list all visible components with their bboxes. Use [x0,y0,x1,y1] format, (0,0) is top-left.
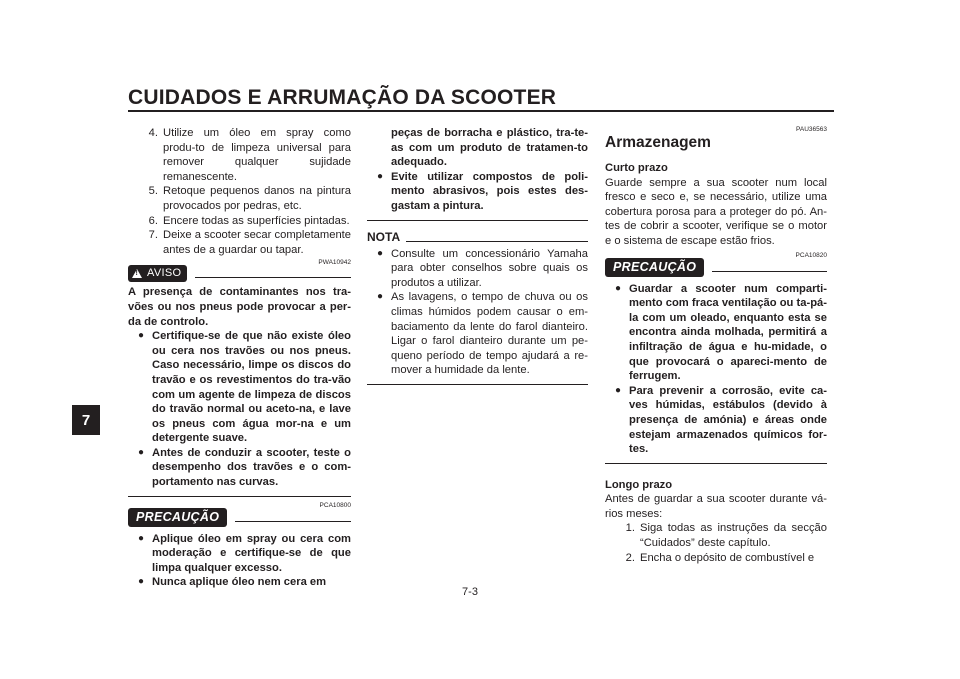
caution-bullet: ● Evite utilizar compostos de poli-mento abrasivos, pois estes des-gastam a pintura. [367,170,588,214]
subheading-long-term: Longo prazo [605,478,673,491]
bullet-icon: ● [377,247,384,259]
caution-end-rule [605,463,827,464]
bullet-icon: ● [138,532,145,544]
step-item [128,228,351,257]
column-right [605,126,827,565]
step-text: Encha o depósito de combustível e [640,551,815,564]
warning-bullet: ● Certifique-se de que não existe óleo ou cera nos travões ou nos pneus. Caso necessário, limpe os discos do travão e os revestimentos do tra-vão com um agente de limpeza de discos do travão normal ou aceto-na, e lave os pneus com água mor-na e um detergente suave. [128,329,351,446]
section-heading: Armazenagem [605,134,711,151]
bullet-icon: ● [615,384,622,396]
note-rule [406,241,588,242]
step-item [128,184,351,213]
step-number: 5. [148,185,158,198]
step-text: Siga todas as instruções da secção “Cuidados” deste capítulo. [640,522,827,550]
warning-triangle-icon: ! [132,269,142,278]
warning-text: A presença de contaminantes nos tra-vões ou nos pneus pode provocar a per-da de controlo. [128,286,351,328]
caution-header [128,508,351,528]
caution-rule [235,521,351,522]
warning-label: AVISO [147,267,182,280]
step-number: 6. [148,214,158,227]
warning-bullet: ● Antes de conduzir a scooter, teste o desempenho dos travões e o com-portamento nas curvas. [128,446,351,490]
step-number: 2. [625,551,635,564]
caution-header [605,258,827,278]
step-text: Retoque pequenos danos na pintura provocados por pedras, etc. [163,185,351,212]
section-code: PAU36563 [796,126,827,133]
bullet-icon: ● [138,446,145,458]
caution-code: PCA10820 [795,251,827,259]
step-number: 4. [148,127,158,139]
step-item [605,551,827,566]
bullet-icon: ● [377,170,384,182]
warning-badge [128,265,187,282]
title-divider [128,110,834,112]
caution-bullet: ● Guardar a scooter num comparti-mento com fraca ventilação ou ta-pá-la com um oleado, enquanto esta se encontra ainda molhada, permitirá a infiltração de água e hu-midade, o que provocará o apareci-mento de ferrugem. [605,282,827,384]
step-number: 7. [148,229,158,242]
column-left [128,126,351,590]
warning-end-rule [128,496,351,497]
note-bullet: ● Consulte um concessionário Yamaha para obter conselhos sobre quais os produtos a utilizar. [367,247,588,291]
caution-badge: PRECAUÇÃO [128,508,227,527]
bullet-icon: ● [138,330,145,342]
step-text: Encere todas as superfícies pintadas. [163,214,350,227]
bullet-icon: ● [615,282,622,294]
warning-code: PWA10942 [318,259,351,267]
step-item [605,521,827,550]
caution-badge: PRECAUÇÃO [605,258,704,277]
note-end-rule [367,384,588,385]
note-label: NOTA [367,229,401,244]
caution-bullet: ● Nunca aplique óleo nem cera em [128,575,351,590]
caution-bullet: ● Para prevenir a corrosão, evite ca-ves húmidas, estábulos (devido à presença de amónia) e áreas onde estejam armazenados químicos for-tes. [605,384,827,457]
page-title: CUIDADOS E ARRUMAÇÃO DA SCOOTER [128,86,557,109]
bullet-icon: ● [138,576,145,588]
step-item [128,126,351,184]
caution-continuation: peças de borracha e plástico, tra-te-as com um produto de tratamen-to adequado. [391,127,588,169]
step-text: Utilize um óleo em spray como produ-to de limpeza universal para remover qualquer sujidade remanescente. [163,127,351,183]
step-text: Deixe a scooter secar completamente antes de a guardar ou tapar. [163,229,351,256]
short-term-text: Guarde sempre a sua scooter num local fresco e seco e, se necessário, utilize uma cobertura porosa para a proteger do pó. An-tes de cobrir a scooter, verifique se o motor e o sistema de escape estão frios. [605,176,827,247]
warning-rule [195,277,351,278]
step-number: 1. [625,522,635,535]
chapter-tab: 7 [72,405,100,435]
caution-rule [712,271,827,272]
step-item [128,214,351,229]
bullet-icon: ● [377,291,384,303]
column-middle [367,126,588,385]
caution-code: PCA10800 [319,501,351,509]
note-bullet: ● As lavagens, o tempo de chuva ou os climas húmidos podem causar o em-baciamento da lente do farol dianteiro. Ligar o farol dianteiro durante um pe-queno período de tempo ajudará a re-mover a humidade da lente. [367,290,588,378]
subheading-short-term: Curto prazo [605,162,668,174]
caution-bullet: ● Aplique óleo em spray ou cera com moderação e certifique-se de que limpa qualquer excesso. [128,532,351,576]
note-header [367,227,588,245]
caution-end-rule [367,220,588,221]
long-term-text: Antes de guardar a sua scooter durante vá-rios meses: [605,493,827,520]
page-number: 7-3 [462,586,478,598]
